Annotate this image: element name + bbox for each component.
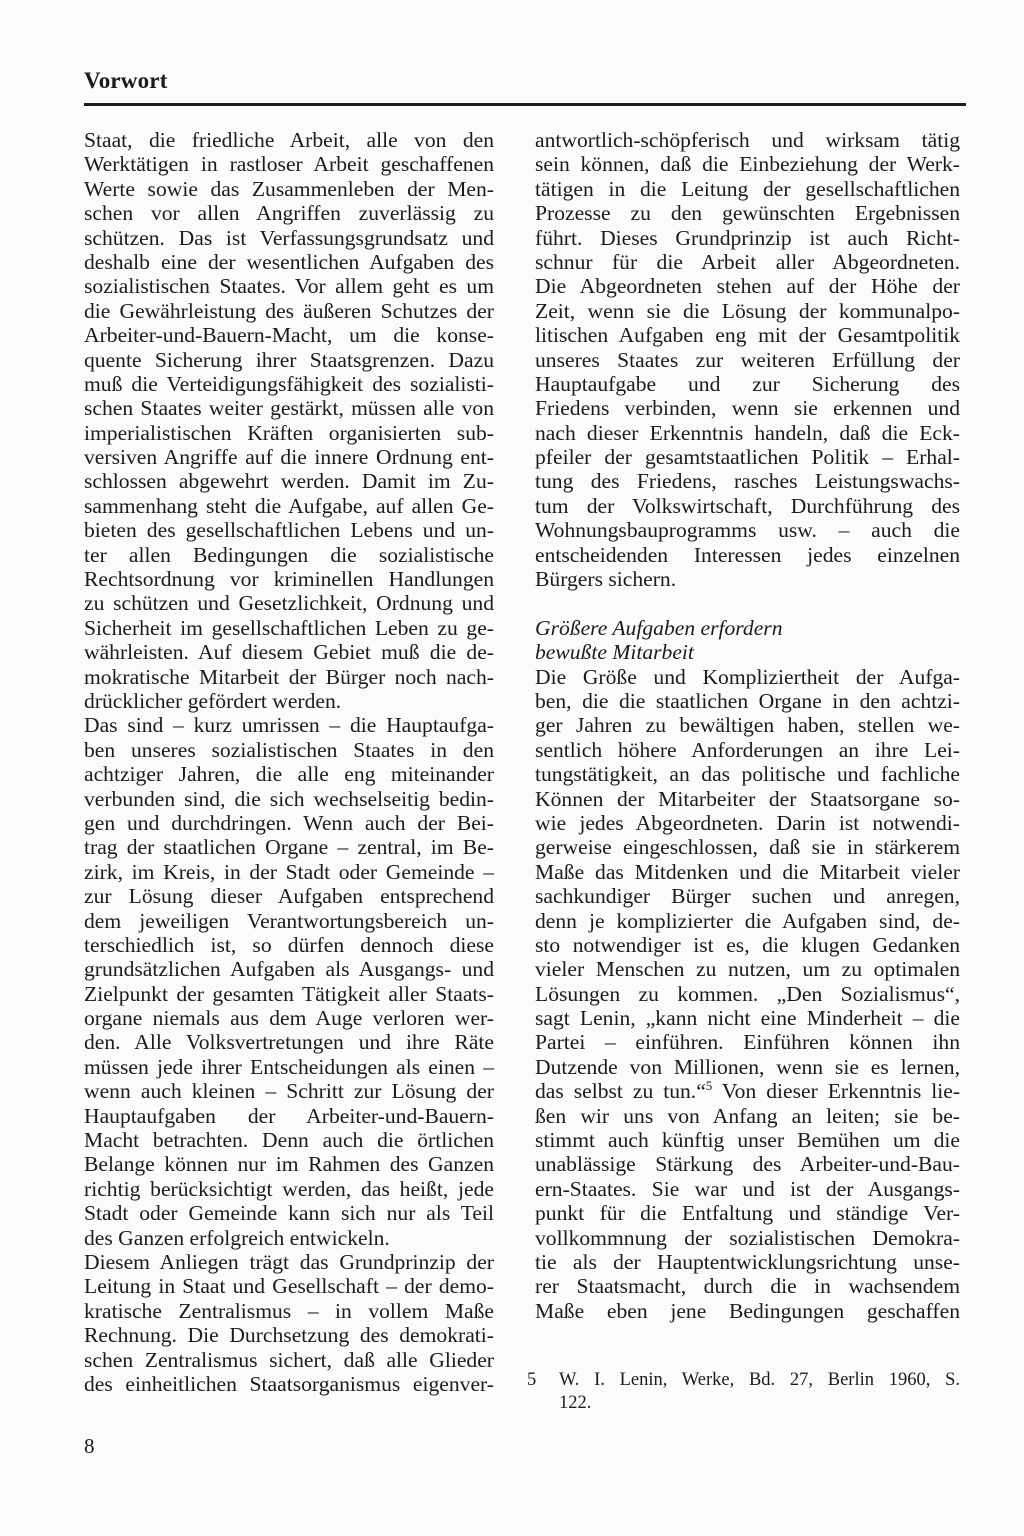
text-line: Rechnung. Die Durchsetzung des demokrati-: [84, 1323, 494, 1348]
footnote-reference: 5: [705, 1078, 713, 1094]
text-fragment: das selbst zu tun.“: [535, 1079, 706, 1104]
footnote-text-line: 122.: [559, 1393, 592, 1413]
text-line: ter allen Bedingungen die sozialistische: [84, 542, 494, 567]
text-line: pfeiler der gesamtstaatlichen Politik – Erhal-: [535, 445, 960, 470]
text-line: führt. Dieses Grundprinzip ist auch Richt-: [535, 225, 960, 250]
text-line: des einheitlichen Staatsorganismus eigenver-: [84, 1371, 494, 1396]
text-line: imperialistischen Kräften organisierten sub-: [84, 420, 494, 445]
text-line: schnur für die Arbeit aller Abgeordneten.: [535, 249, 960, 274]
text-line: tum der Volkswirtschaft, Durchführung des: [535, 493, 960, 518]
text-line: sozialistischen Staates. Vor allem geht es um: [84, 274, 494, 299]
text-line: Die Größe und Kompliziertheit der Aufga-: [535, 664, 960, 689]
text-line: trag der staatlichen Organe – zentral, im Be-: [84, 835, 494, 860]
left-text-column: [84, 128, 494, 1396]
text-line: antwortlich-schöpferisch und wirksam tätig: [535, 128, 960, 152]
text-line: kratische Zentralismus – in vollem Maße: [84, 1298, 494, 1323]
text-line: Partei – einführen. Einführen können ihn: [535, 1030, 960, 1055]
text-line: Wohnungsbauprogramms usw. – auch die: [535, 518, 960, 543]
text-line: denn je komplizierter die Aufgaben sind, de-: [535, 908, 960, 933]
text-line: ben unseres sozialistischen Staates in den: [84, 737, 494, 762]
text-line: sachkundiger Bürger suchen und anregen,: [535, 884, 960, 909]
text-line: bieten des gesellschaftlichen Lebens und un-: [84, 518, 494, 543]
text-line: zirk, im Kreis, in der Stadt oder Gemeinde –: [84, 859, 494, 884]
text-line: Friedens verbinden, wenn sie erkennen und: [535, 396, 960, 421]
text-line: ßen wir uns von Anfang an leiten; sie be-: [535, 1103, 960, 1128]
text-line: gen und durchdringen. Wenn auch der Bei-: [84, 810, 494, 835]
text-line: Bürgers sichern.: [535, 567, 677, 592]
text-line: ben, die die staatlichen Organe in den achtzi-: [535, 688, 960, 713]
text-line: Prozesse zu den gewünschten Ergebnissen: [535, 201, 960, 226]
text-line: sein können, daß die Einbeziehung der Werk-: [535, 152, 960, 177]
text-fragment: Von dieser Erkenntnis lie-: [712, 1079, 961, 1104]
text-line: punkt für die Entfaltung und ständige Ver-: [535, 1201, 960, 1226]
text-line: versiven Angriffe auf die innere Ordnung ent-: [84, 445, 494, 470]
text-line: Leitung in Staat und Gesellschaft – der demo-: [84, 1274, 494, 1299]
text-line: den. Alle Volksvertretungen und ihre Räte: [84, 1030, 494, 1055]
text-line: Können der Mitarbeiter der Staatsorgane so-: [535, 786, 960, 811]
text-line: tungstätigkeit, an das politische und fachliche: [535, 762, 960, 787]
subheading-line: Größere Aufgaben erfordern: [535, 615, 783, 640]
text-line: schützen. Das ist Verfassungsgrundsatz und: [84, 225, 494, 250]
text-line: vollkommnung der sozialistischen Demokra-: [535, 1225, 960, 1250]
text-line: drücklicher gefördert werden.: [84, 688, 342, 713]
text-line: tie als der Hauptentwicklungsrichtung unse-: [535, 1249, 960, 1274]
text-line: müssen jede ihrer Entscheidungen als einen –: [84, 1054, 494, 1079]
text-line: muß die Verteidigungsfähigkeit des sozialisti-: [84, 371, 494, 396]
text-line: deshalb eine der wesentlichen Aufgaben des: [84, 249, 494, 274]
text-line: Zeit, wenn sie die Lösung der kommunalpo-: [535, 298, 960, 323]
text-line: Maße das Mitdenken und die Mitarbeit vieler: [535, 859, 960, 884]
header-rule: [84, 103, 966, 106]
text-line: sentlich höhere Anforderungen an ihre Lei-: [535, 737, 960, 762]
text-line: wie jedes Abgeordneten. Darin ist notwendi-: [535, 810, 960, 835]
text-line: Das sind – kurz umrissen – die Hauptaufga-: [84, 713, 494, 738]
text-line: Staat, die friedliche Arbeit, alle von den: [84, 128, 494, 152]
text-line: mokratische Mitarbeit der Bürger noch nach-: [84, 664, 494, 689]
subheading-line: bewußte Mitarbeit: [535, 640, 694, 665]
text-line: zur Lösung dieser Aufgaben entsprechend: [84, 884, 494, 909]
text-line: Sicherheit im gesellschaftlichen Leben zu ge-: [84, 615, 494, 640]
text-line: Hauptaufgabe und zur Sicherung des: [535, 371, 960, 396]
text-line: unablässige Stärkung des Arbeiter-und-Bau-: [535, 1152, 960, 1177]
text-line: Werte sowie das Zusammenleben der Men-: [84, 176, 494, 201]
text-line: Diesem Anliegen trägt das Grundprinzip der: [84, 1249, 494, 1274]
text-line: die Gewährleistung des äußeren Schutzes der: [84, 298, 494, 323]
text-line: [535, 1079, 960, 1103]
footnote-text-line: W. I. Lenin, Werke, Bd. 27, Berlin 1960, S.: [559, 1370, 960, 1390]
text-line: entscheidenden Interessen jedes einzelnen: [535, 542, 960, 567]
text-line: dem jeweiligen Verantwortungsbereich un-: [84, 908, 494, 933]
right-text-column: [535, 128, 960, 1323]
text-line: ern-Staates. Sie war und ist der Ausgangs-: [535, 1176, 960, 1201]
text-line: Maße eben jene Bedingungen geschaffen: [535, 1298, 960, 1323]
text-line: Zielpunkt der gesamten Tätigkeit aller Staats-: [84, 981, 494, 1006]
footnote-number: 5: [527, 1370, 537, 1390]
text-line: schen Zentralismus sichert, daß alle Glieder: [84, 1347, 494, 1372]
text-line: schen vor allen Angriffen zuverlässig zu: [84, 201, 494, 226]
text-line: Hauptaufgaben der Arbeiter-und-Bauern-: [84, 1103, 494, 1128]
text-line: rer Staatsmacht, durch die in wachsendem: [535, 1274, 960, 1299]
text-line: tätigen in die Leitung der gesellschaftlichen: [535, 176, 960, 201]
text-line: terschiedlich ist, so dürfen dennoch diese: [84, 932, 494, 957]
text-line: Stadt oder Gemeinde kann sich nur als Teil: [84, 1201, 494, 1226]
text-line: litischen Aufgaben eng mit der Gesamtpolitik: [535, 323, 960, 348]
paragraph-gap: [535, 591, 960, 615]
text-line: vieler Menschen zu nutzen, um zu optimalen: [535, 957, 960, 982]
text-line: sammenhang steht die Aufgabe, auf allen Ge-: [84, 493, 494, 518]
text-line: nach dieser Erkenntnis handeln, daß die Eck-: [535, 420, 960, 445]
text-line: Belange können nur im Rahmen des Ganzen: [84, 1152, 494, 1177]
text-line: schlossen abgewehrt werden. Damit im Zu-: [84, 469, 494, 494]
text-line: richtig berücksichtigt werden, das heißt, jede: [84, 1176, 494, 1201]
footnote: [527, 1369, 960, 1415]
text-line: Rechtsordnung vor kriminellen Handlungen: [84, 567, 494, 592]
text-line: ger Jahren zu bewältigen haben, stellen we-: [535, 713, 960, 738]
text-line: gerweise eingeschlossen, daß sie in stärkerem: [535, 835, 960, 860]
text-line: unseres Staates zur weiteren Erfüllung der: [535, 347, 960, 372]
text-line: zu schützen und Gesetzlichkeit, Ordnung und: [84, 591, 494, 616]
text-line: tung des Friedens, rasches Leistungswachs-: [535, 469, 960, 494]
text-line: schen Staates weiter gestärkt, müssen alle von: [84, 396, 494, 421]
text-line: organe niemals aus dem Auge verloren wer-: [84, 1006, 494, 1031]
text-line: verbunden sind, die sich wechselseitig bedin-: [84, 786, 494, 811]
text-line: achtziger Jahren, die alle eng miteinander: [84, 762, 494, 787]
text-line: wenn auch kleinen – Schritt zur Lösung der: [84, 1079, 494, 1104]
text-line: Macht betrachten. Denn auch die örtlichen: [84, 1128, 494, 1153]
text-line: quente Sicherung ihrer Staatsgrenzen. Dazu: [84, 347, 494, 372]
text-line: stimmt auch künftig unser Bemühen um die: [535, 1128, 960, 1153]
text-line: sto notwendiger ist es, die klugen Gedanken: [535, 932, 960, 957]
text-line: des Ganzen erfolgreich entwickeln.: [84, 1225, 390, 1250]
text-line: Lösungen zu kommen. „Den Sozialismus“,: [535, 981, 960, 1006]
text-line: Werktätigen in rastloser Arbeit geschaffenen: [84, 152, 494, 177]
page-number: 8: [84, 1434, 95, 1458]
text-line: Arbeiter-und-Bauern-Macht, um die konse-: [84, 323, 494, 348]
text-line: währleisten. Auf diesem Gebiet muß die de-: [84, 640, 494, 665]
text-line: grundsätzlichen Aufgaben als Ausgangs- und: [84, 957, 494, 982]
text-line: Dutzende von Millionen, wenn sie es lernen,: [535, 1054, 960, 1079]
section-title: Vorwort: [84, 68, 168, 93]
text-line: sagt Lenin, „kann nicht eine Minderheit – die: [535, 1006, 960, 1031]
text-line: Die Abgeordneten stehen auf der Höhe der: [535, 274, 960, 299]
